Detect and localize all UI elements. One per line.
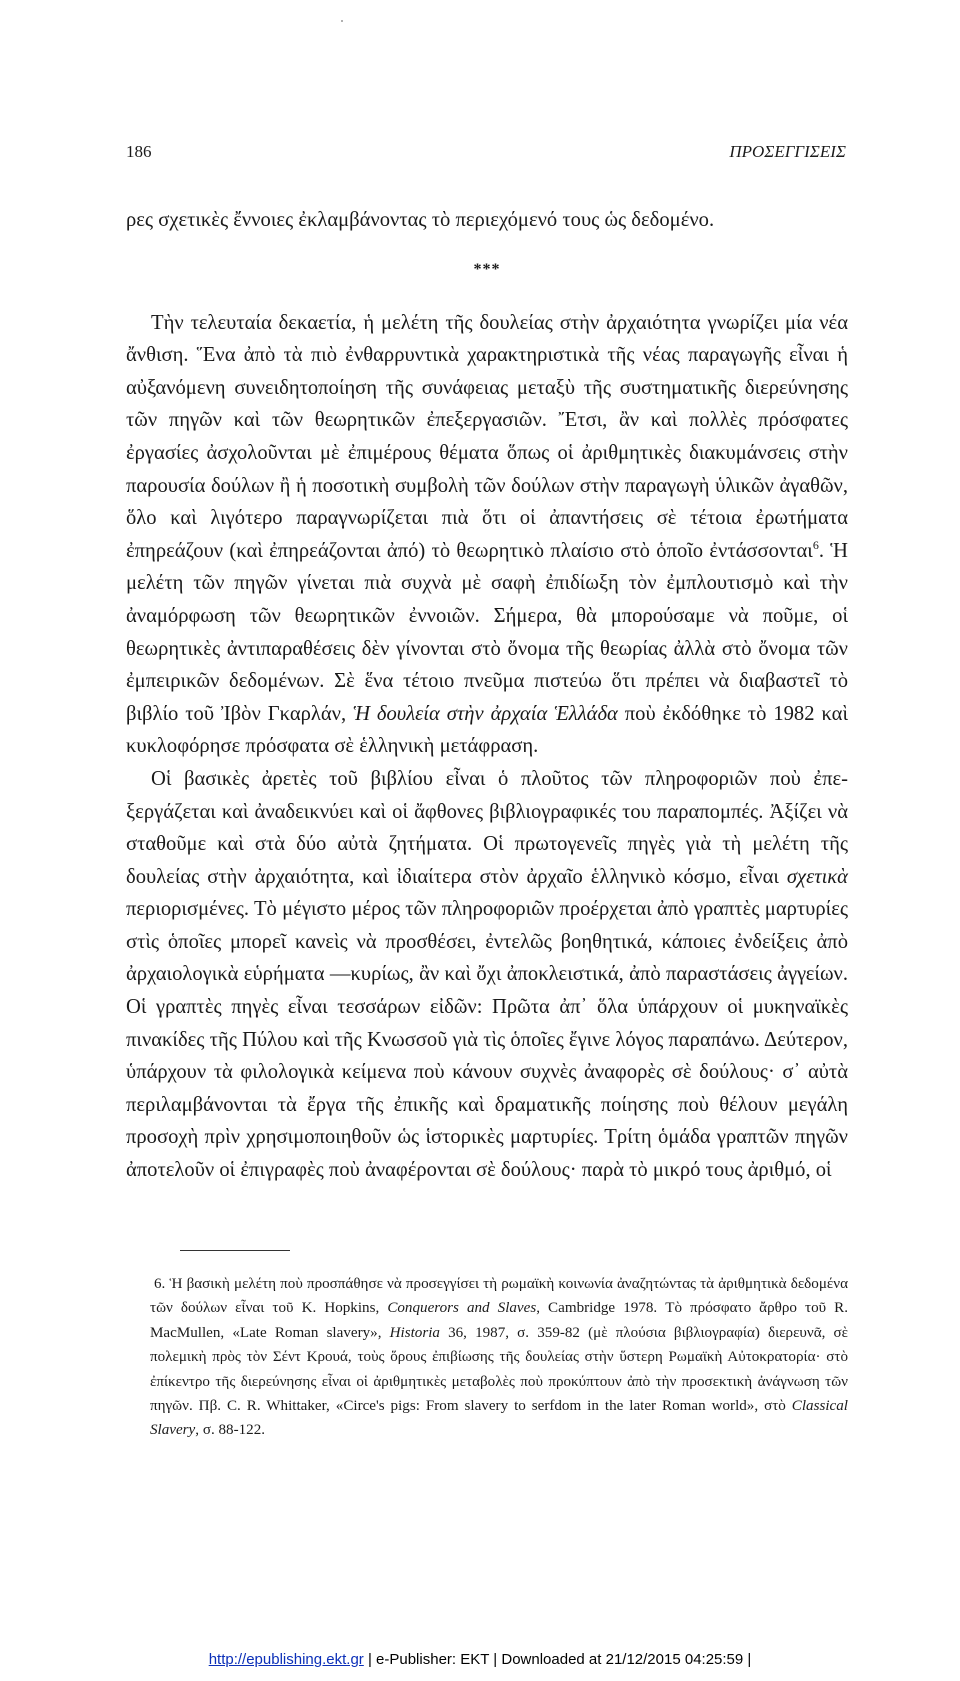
- footnote-text-b: , Cambridge 1978. Τὸ πρόσφατο ἄρθρο τοῦ R. MacMullen, «Late Roman slavery»,: [150, 1300, 848, 1341]
- page-number: 186: [126, 142, 152, 161]
- footnote-number: 6.: [154, 1276, 166, 1292]
- footer-info: | e-Publisher: EKT | Downloaded at 21/12/2015 04:25:59 |: [363, 1651, 752, 1668]
- body-text: [126, 204, 848, 1187]
- continuation-text: ρες σχετικὲς ἔννοιες ἐκλαμβάνοντας τὸ περιεχόμενό τους ὡς δεδομένο.: [126, 209, 715, 231]
- paragraph-2: [126, 763, 848, 1187]
- publisher-link[interactable]: http://epublishing.ekt.gr: [208, 1651, 364, 1668]
- paragraph-2-text-a: Οἱ βασικὲς ἀρετὲς τοῦ βιβλίου εἶναι ὁ πλοῦτος τῶν πληροφοριῶν ποὺ ἐπεξεργάζεται καὶ ἀναδεικνύει καὶ οἱ ἄφθονες βιβλιογραφικές του παραπομπές. Ἀξίζει νὰ σταθοῦμε καὶ στὰ δύο αὐτὰ ζητήματα. Οἱ πρωτογενεῖς πηγὲς γιὰ τὴ μελέτη τῆς δουλείας στὴν ἀρχαιότητα, καὶ ἰδιαίτερα στὸν ἀρχαῖο ἑλληνικὸ κόσμο, εἶναι: [126, 767, 848, 888]
- footnote-reference: 6: [812, 537, 819, 552]
- running-header: [126, 139, 846, 165]
- section-separator: ***: [473, 260, 501, 278]
- paragraph-2-text-b: περιορισμένες. Τὸ μέγιστο μέρος τῶν πληροφοριῶν προέρχεται ἀπὸ γραπτὲς μαρτυρίες στὶς ὁποῖες μπορεῖ κανεὶς νὰ προσθέσει, ἐντελῶς βοηθητικά, κάποιες ἐνδείξεις ἀπὸ ἀρχαιολογικὰ εὑρήματα —κυρίως, ἂν καὶ ὄχι ἀποκλειστικά, ἀπὸ παραστάσεις ἀγγείων. Οἱ γραπτὲς πηγὲς εἶναι τεσσάρων εἰδῶν: Πρῶτα ἀπ᾽ ὅλα ὑπάρχουν οἱ μυκηναϊκὲς πινακίδες τῆς Πύλου καὶ τῆς Κνωσσοῦ γιὰ τὶς ὁποῖες ἔγινε λόγος παραπάνω. Δεύτερον, ὑπάρχουν τὰ φιλολογικὰ κείμενα ποὺ κάνουν συχνὲς ἀναφορὲς σὲ δούλους· σ᾽ αὐτὰ περιλαμβάνονται τὰ ἔργα τῆς ἐπικῆς καὶ δραματικῆς ποίησης ποὺ θέλουν μεγάλη προσοχὴ πρὶν χρησιμοποιηθοῦν ὡς ἱστορικὲς μαρτυρίες. Τρίτη ὁμάδα γραπτῶν πηγῶν ἀποτελοῦν οἱ ἐπιγραφὲς ποὺ ἀναφέρονται σὲ δούλους· παρὰ τὸ μικρό τους ἀριθμό, οἱ: [126, 898, 848, 1182]
- running-title: ΠΡΟΣΕΓΓΙΣΕΙΣ: [729, 142, 846, 161]
- footnote-rule: [180, 1250, 290, 1251]
- footnote-text-c: 36, 1987, σ. 359-82 (μὲ πλούσια βιβλιογραφία) διερευνᾶ, σὲ πολεμικὴ πρὸς τὸν Σέντ Κρουά, τοὺς ὅρους ἐπιβίωσης τῆς δουλείας στὴν ὕστερη Ρωμαϊκὴ Αὐτοκρατορία· στὸ ἐπίκεντρο τῆς διερεύνησης εἶναι οἱ ἀριθμητικὲς μεταβολὲς ποὺ προκύπτουν ἀπὸ τὴν προσεκτικὴ ἀνάγνωση τῶν πηγῶν. Πβ. C. R. Whittaker, «Circe's pigs: From slavery to serfdom in the later Roman world», στὸ: [150, 1324, 848, 1415]
- footnote-title-3: Classical Slavery: [150, 1398, 848, 1439]
- footnote-text-a: Ἡ βασικὴ μελέτη ποὺ προσπάθησε νὰ προσεγγίσει τὴ ρωμαϊκὴ κοινωνία ἀναζητώντας τὰ ἀριθμητικὰ δεδομένα τῶν δούλων εἶναι τοῦ K. Hopkins,: [150, 1276, 848, 1317]
- scan-speck: [341, 20, 343, 22]
- paragraph-1-text-a: Τὴν τελευταία δεκαετία, ἡ μελέτη τῆς δουλείας στὴν ἀρχαιότητα γνωρίζει μία νέα ἄνθιση. Ἕνα ἀπὸ τὰ πιὸ ἐνθαρρυντικὰ χαρακτηριστικὰ τῆς νέας παραγωγῆς εἶναι ἡ αὐξανόμενη συνειδητοποίηση τῆς συνάφειας μεταξὺ τῆς συστηματικῆς διερεύνησης τῶν πηγῶν καὶ τῶν θεωρητικῶν ἐπεξεργασιῶν. Ἔτσι, ἂν καὶ πολλὲς πρόσφατες ἐργασίες ἀσχολοῦνται μὲ ἐπιμέρους θέματα ὅπως οἱ ἀριθμητικὲς διακυμάνσεις στὴν παρουσία δούλων ἢ ἡ ποσοτικὴ συμβολὴ τῶν δούλων στὴν παραγωγὴ ὑλικῶν ἀγαθῶν, ὅλο καὶ λιγότερο παραγνωρίζεται πιὰ ὅτι οἱ ἀπαντήσεις σὲ τέτοια ἐρωτήματα ἐπηρεάζουν (καὶ ἐπηρεάζονται ἀπό) τὸ θεωρητικὸ πλαίσιο στὸ ὁποῖο ἐντάσσονται: [126, 311, 848, 562]
- paragraph-1-text-b: . Ἡ μελέτη τῶν πηγῶν γίνεται πιὰ συχνὰ μὲ σαφὴ ἐπιδίωξη τὸν ἐμπλουτισμὸ καὶ τὴν ἀναμόρφωση τῶν θεωρητικῶν ἐννοιῶν. Σήμερα, θὰ μπορούσαμε νὰ ποῦμε, οἱ θεωρητικὲς ἀντιπαραθέσεις δὲν γίνονται στὸ ὄνομα τῆς θεωρίας ἀλλὰ στὸ ὄνομα τῶν ἐμπειρικῶν δεδομένων. Σὲ ἕνα τέτοιο πνεῦμα πιστεύω ὅτι πρέπει νὰ διαβαστεῖ τὸ βιβλίο τοῦ Ἰβὸν Γκαρλάν,: [126, 539, 848, 725]
- continuation-line: [126, 204, 848, 237]
- footnote-text-d: , σ. 88-122.: [195, 1422, 266, 1439]
- footnote-6: [150, 1272, 848, 1443]
- footnote-title-2: Historia: [389, 1324, 440, 1341]
- book-title: Ἡ δουλεία στὴν ἀρχαία Ἑλλάδα: [353, 702, 618, 725]
- paragraph-1-text-c: ποὺ ἐκδόθηκε τὸ 1982 καὶ κυκλοφόρησε πρόσφατα σὲ ἑλληνικὴ μετάφραση.: [126, 702, 848, 758]
- paragraph-1: [126, 307, 848, 763]
- emphasis-word: σχετικὰ: [786, 865, 848, 888]
- footnote-title-1: Conquerors and Slaves: [387, 1300, 537, 1317]
- download-footer: [0, 1650, 960, 1670]
